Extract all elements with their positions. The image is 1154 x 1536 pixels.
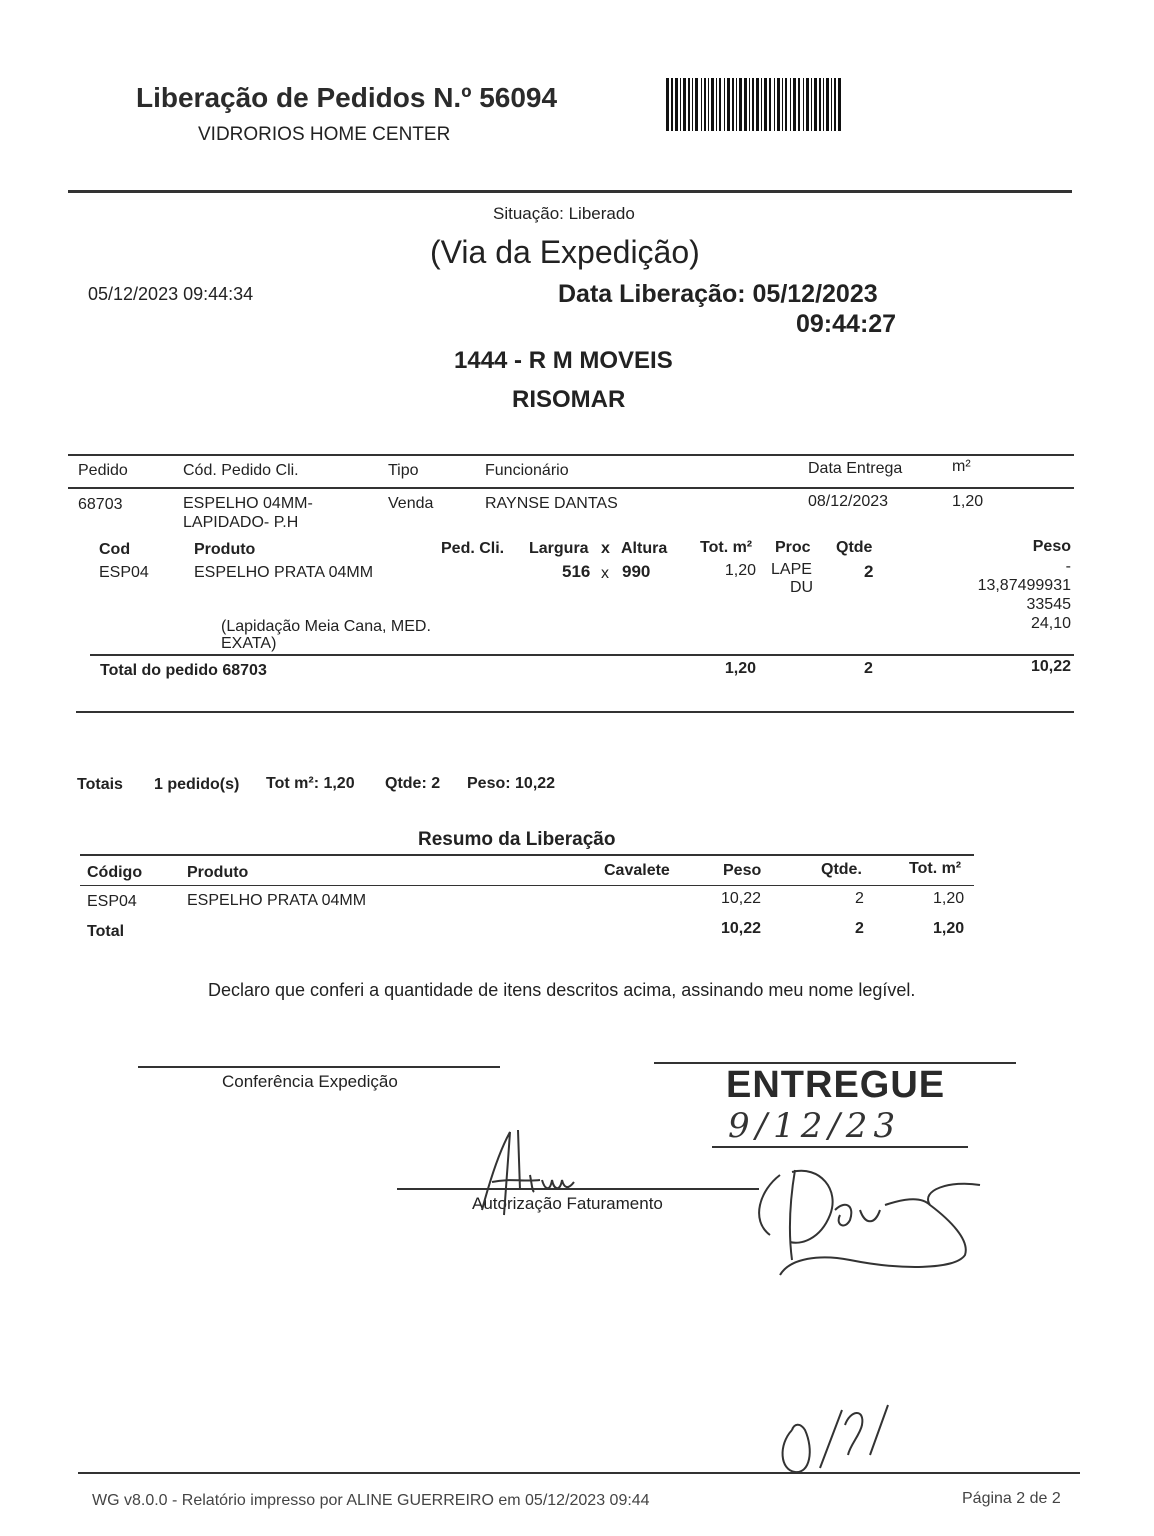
via-label: (Via da Expedição) bbox=[430, 234, 700, 270]
footer-printed-by: WG v8.0.0 - Relatório impresso por ALINE GUERREIRO em 05/12/2023 09:44 bbox=[92, 1492, 650, 1509]
summary-total-qtde: 2 bbox=[855, 920, 864, 937]
col-tipo: Tipo bbox=[388, 462, 419, 479]
order-table-top-rule bbox=[68, 454, 1074, 456]
order-total-peso: 10,22 bbox=[1030, 658, 1071, 675]
totals-qtde: Qtde: 2 bbox=[385, 775, 441, 792]
summary-title: Resumo da Liberação bbox=[418, 829, 616, 850]
release-date: Data Liberação: 05/12/2023 bbox=[558, 280, 878, 308]
release-time: 09:44:27 bbox=[796, 310, 897, 338]
item-col-produto: Produto bbox=[194, 541, 256, 558]
order-cod-line2: LAPIDADO- P.H bbox=[183, 514, 299, 531]
client-name: 1444 - R M MOVEIS bbox=[454, 347, 673, 374]
summary-row-codigo: ESP04 bbox=[87, 893, 137, 910]
item-col-proc: Proc bbox=[775, 539, 811, 556]
header-divider bbox=[68, 190, 1072, 193]
col-m2: m² bbox=[952, 458, 971, 475]
order-pedido: 68703 bbox=[78, 496, 123, 513]
order-m2: 1,20 bbox=[952, 493, 984, 510]
delivered-stamp-date: 9/12/23 bbox=[728, 1106, 902, 1146]
item-cod: ESP04 bbox=[99, 564, 149, 581]
item-produto: ESPELHO PRATA 04MM bbox=[194, 564, 374, 581]
item-col-altura: Altura bbox=[621, 540, 668, 557]
item-peso-line3: 33545 bbox=[1026, 596, 1071, 613]
summary-header-rule bbox=[80, 885, 974, 886]
company-name: VIDRORIOS HOME CENTER bbox=[198, 124, 451, 145]
page-number: Página 2 de 2 bbox=[962, 1490, 1061, 1507]
item-col-x: x bbox=[601, 540, 610, 557]
item-col-ped-cli: Ped. Cli. bbox=[441, 540, 505, 557]
totals-peso: Peso: 10,22 bbox=[467, 775, 556, 792]
report-title: Liberação de Pedidos N.º 56094 bbox=[136, 82, 558, 113]
summary-row-qtde: 2 bbox=[855, 890, 864, 907]
footer-rule bbox=[78, 1472, 1080, 1474]
item-col-qtde: Qtde bbox=[836, 539, 873, 556]
order-data-entrega: 08/12/2023 bbox=[808, 493, 889, 510]
handwritten-mark bbox=[770, 1390, 900, 1480]
col-data-entrega: Data Entrega bbox=[808, 460, 903, 477]
item-col-peso: Peso bbox=[1032, 538, 1071, 555]
item-peso-line1: - bbox=[1065, 558, 1071, 575]
summary-total-tot-m2: 1,20 bbox=[933, 920, 965, 937]
totals-m2: Tot m²: 1,20 bbox=[266, 775, 355, 792]
item-col-largura: Largura bbox=[529, 540, 589, 557]
order-total-m2: 1,20 bbox=[724, 660, 756, 677]
conferencia-signature-line bbox=[138, 1066, 500, 1068]
order-total-rule bbox=[90, 654, 1074, 656]
order-total-qtde: 2 bbox=[864, 660, 873, 677]
summary-top-rule bbox=[80, 854, 974, 856]
item-note-line1: (Lapidação Meia Cana, MED. bbox=[221, 618, 431, 635]
summary-row-produto: ESPELHO PRATA 04MM bbox=[187, 892, 367, 909]
summary-row-peso: 10,22 bbox=[721, 890, 762, 907]
order-tipo: Venda bbox=[388, 495, 434, 512]
order-table-bottom-rule bbox=[76, 711, 1074, 713]
totals-pedidos: 1 pedido(s) bbox=[154, 776, 240, 793]
item-col-cod: Cod bbox=[99, 541, 131, 558]
summary-col-produto: Produto bbox=[187, 864, 249, 881]
print-datetime: 05/12/2023 09:44:34 bbox=[88, 284, 254, 304]
col-pedido: Pedido bbox=[78, 462, 128, 479]
item-qtde: 2 bbox=[864, 562, 874, 581]
item-largura: 516 bbox=[562, 562, 591, 581]
item-peso-line4: 24,10 bbox=[1030, 615, 1071, 632]
declaration-text: Declaro que conferi a quantidade de itens descritos acima, assinando meu nome legível. bbox=[208, 980, 916, 1000]
item-altura: 990 bbox=[622, 562, 651, 581]
delivered-stamp: ENTREGUE bbox=[726, 1064, 946, 1106]
order-cod-line1: ESPELHO 04MM- bbox=[183, 495, 313, 512]
col-cod-pedido-cli: Cód. Pedido Cli. bbox=[183, 462, 299, 479]
col-funcionario: Funcionário bbox=[485, 462, 569, 479]
conferencia-label: Conferência Expedição bbox=[222, 1072, 398, 1091]
item-x: x bbox=[601, 565, 609, 582]
summary-col-peso: Peso bbox=[723, 862, 762, 879]
stamp-date-underline bbox=[712, 1146, 968, 1148]
summary-col-tot-m2: Tot. m² bbox=[909, 860, 962, 877]
summary-total-label: Total bbox=[87, 923, 125, 940]
item-note-line2: EXATA) bbox=[221, 635, 277, 652]
summary-col-qtde: Qtde. bbox=[821, 861, 862, 878]
autorizacao-label: Autorização Faturamento bbox=[472, 1194, 663, 1213]
totals-label: Totais bbox=[77, 776, 123, 793]
item-proc-line1: LAPE bbox=[771, 561, 812, 578]
order-funcionario: RAYNSE DANTAS bbox=[485, 495, 618, 512]
item-peso-line2: 13,87499931 bbox=[977, 577, 1071, 594]
item-proc-line2: DU bbox=[790, 579, 814, 596]
summary-total-peso: 10,22 bbox=[721, 920, 762, 937]
barcode bbox=[666, 78, 842, 131]
handwritten-signature-aline bbox=[470, 1120, 610, 1230]
order-header-rule bbox=[68, 487, 1074, 489]
summary-row-tot-m2: 1,20 bbox=[933, 890, 965, 907]
order-total-label: Total do pedido 68703 bbox=[100, 662, 267, 679]
item-col-tot-m2: Tot. m² bbox=[700, 539, 753, 556]
status-text: Situação: Liberado bbox=[493, 204, 635, 223]
summary-col-codigo: Código bbox=[87, 864, 143, 881]
summary-col-cavalete: Cavalete bbox=[604, 862, 670, 879]
item-tot-m2: 1,20 bbox=[724, 562, 756, 579]
client-contact: RISOMAR bbox=[512, 386, 626, 413]
handwritten-signature-receiver bbox=[750, 1150, 990, 1310]
